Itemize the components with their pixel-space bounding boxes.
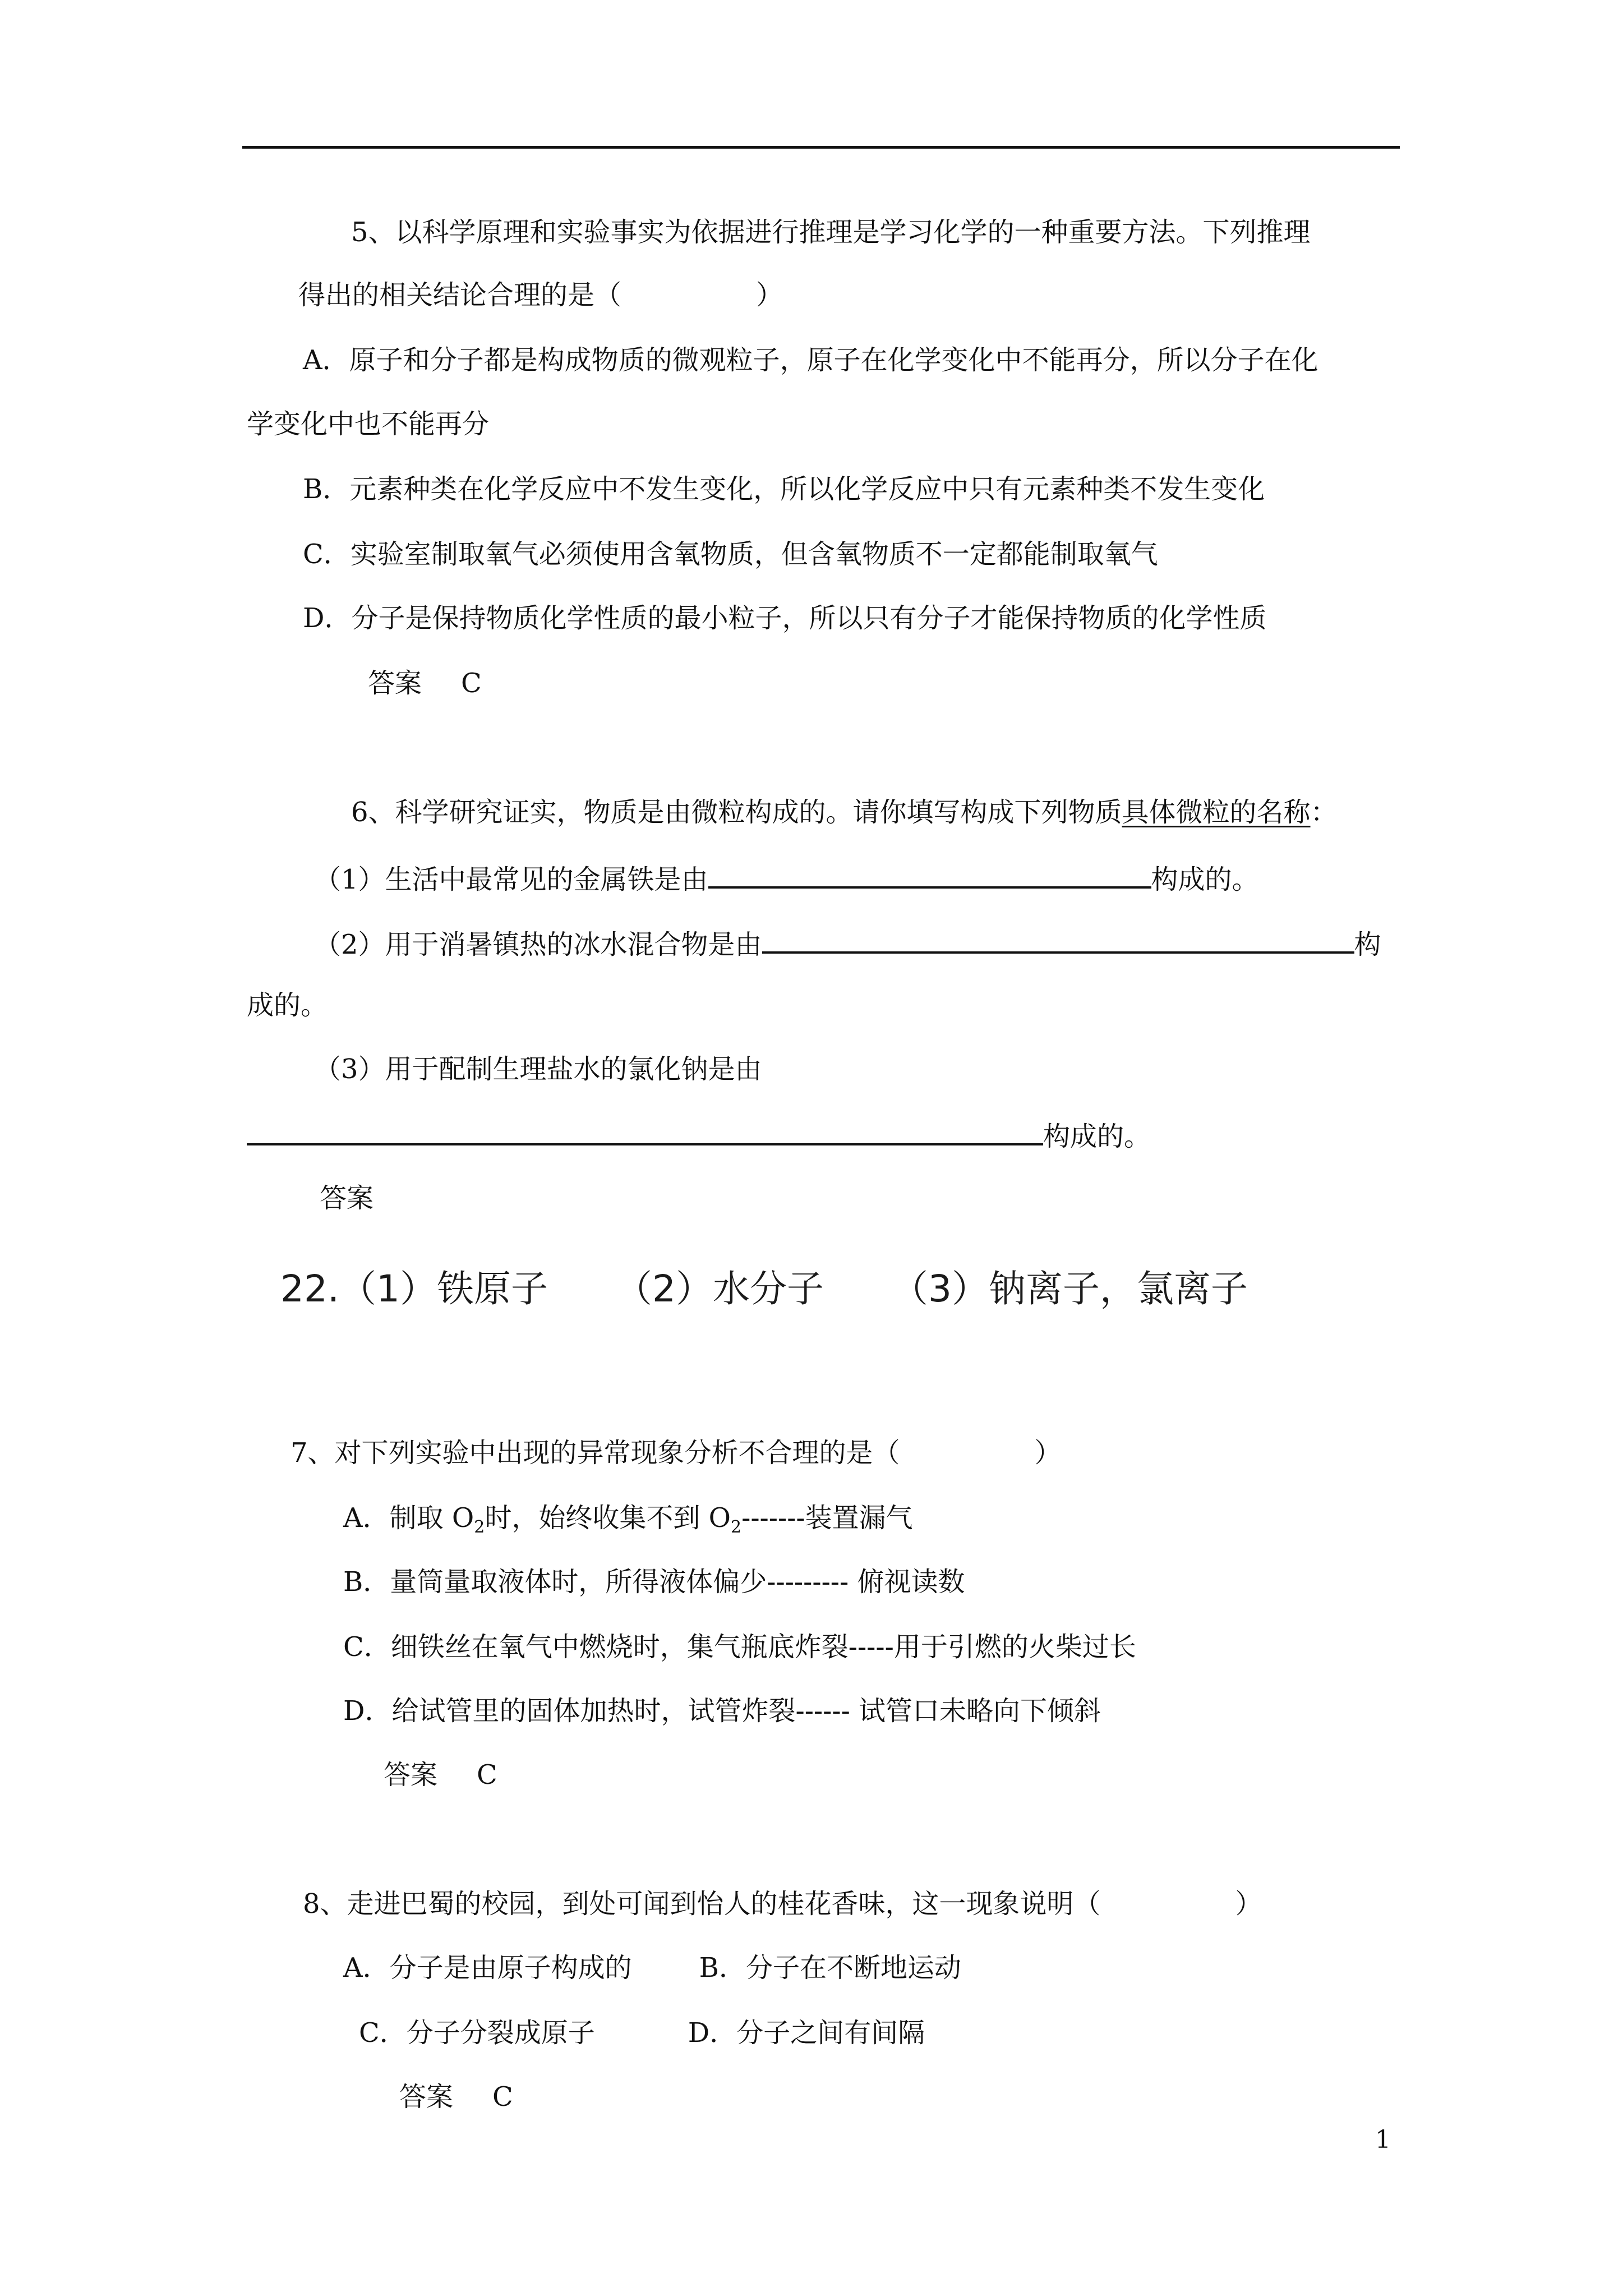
q7-option-a-mid: 时，始终收集不到 O <box>485 1502 731 1534</box>
q5-stem-line1: 5、以科学原理和实验事实为依据进行推理是学习化学的一种重要方法。下列推理 <box>351 217 1311 248</box>
q6-stem-suffix: ： <box>1310 797 1338 828</box>
q8-option-c: C．分子分裂成原子 <box>359 2017 595 2049</box>
q7-option-a-suffix: -------装置漏气 <box>741 1502 913 1534</box>
q6-stem <box>351 795 1338 829</box>
q5-option-a-line1: A．原子和分子都是构成物质的微观粒子，原子在化学变化中不能再分，所以分子在化 <box>303 344 1318 376</box>
q6-part2 <box>314 924 1381 961</box>
q6-part1-blank[interactable] <box>708 859 1151 889</box>
q6-answer-label: 答案 <box>320 1182 374 1214</box>
q8-option-b: B．分子在不断地运动 <box>699 1952 961 1984</box>
q5-answer-label: 答案 <box>368 668 422 699</box>
q5-option-c: C．实验室制取氧气必须使用含氧物质，但含氧物质不一定都能制取氧气 <box>303 539 1158 570</box>
q6-answer-1: （1）铁原子 <box>339 1267 548 1310</box>
q5-answer-value: C <box>461 668 482 699</box>
q6-part3-prefix: （3）用于配制生理盐水的氯化钠是由 <box>314 1053 762 1085</box>
q6-part1 <box>314 859 1259 896</box>
q7-stem: 7、对下列实验中出现的异常现象分析不合理的是（ ） <box>291 1437 1062 1469</box>
q7-option-c: C．细铁丝在氧气中燃烧时，集气瓶底炸裂-----用于引燃的火柴过长 <box>343 1631 1136 1663</box>
q6-answer-text <box>280 1267 1248 1312</box>
q6-part3-line2 <box>247 1116 1151 1153</box>
q5-option-a-line2: 学变化中也不能再分 <box>247 408 490 440</box>
q6-stem-underlined: 具体微粒的名称 <box>1122 797 1311 828</box>
q7-option-a <box>343 1501 913 1535</box>
q8-answer <box>399 2080 513 2114</box>
q6-part3-blank[interactable] <box>247 1116 1043 1145</box>
q7-answer-label: 答案 <box>384 1759 438 1791</box>
q5-stem-line2: 得出的相关结论合理的是（ ） <box>298 279 783 311</box>
q6-part2-blank[interactable] <box>762 924 1354 954</box>
q8-answer-value: C <box>492 2081 513 2113</box>
q7-option-a-sub1: 2 <box>474 1517 485 1537</box>
q6-answer-2: （2）水分子 <box>615 1267 824 1310</box>
q8-stem: 8、走进巴蜀的校园，到处可闻到怡人的桂花香味，这一现象说明（ ） <box>303 1888 1262 1920</box>
q8-options-ab <box>343 1951 961 1985</box>
q7-option-d: D．给试管里的固体加热时，试管炸裂------ 试管口未略向下倾斜 <box>343 1695 1101 1727</box>
q6-answer-3: （3）钠离子，氯离子 <box>891 1267 1248 1310</box>
q7-answer-value: C <box>477 1759 497 1791</box>
q8-option-d: D．分子之间有间隔 <box>688 2017 925 2049</box>
q5-answer <box>368 666 482 700</box>
q6-stem-prefix: 6、科学研究证实，物质是由微粒构成的。请你填写构成下列物质 <box>351 797 1122 828</box>
q8-answer-label: 答案 <box>399 2081 454 2113</box>
q7-answer <box>384 1758 497 1792</box>
q6-part1-prefix: （1）生活中最常见的金属铁是由 <box>314 864 708 895</box>
q6-part2-suffix: 构 <box>1354 929 1381 960</box>
q6-answer-num: 22. <box>280 1267 339 1310</box>
q6-part1-suffix: 构成的。 <box>1151 864 1259 895</box>
q8-option-a: A．分子是由原子构成的 <box>343 1952 632 1984</box>
header-rule <box>242 146 1400 149</box>
q5-option-b: B．元素种类在化学反应中不发生变化，所以化学反应中只有元素种类不发生变化 <box>303 473 1265 505</box>
q7-option-b: B．量筒量取液体时，所得液体偏少--------- 俯视读数 <box>343 1566 965 1598</box>
q5-option-d: D．分子是保持物质化学性质的最小粒子，所以只有分子才能保持物质的化学性质 <box>303 602 1267 634</box>
q6-part3-suffix: 构成的。 <box>1043 1121 1151 1152</box>
q7-option-a-prefix: A．制取 O <box>343 1502 474 1534</box>
q6-part2-line2: 成的。 <box>247 990 328 1021</box>
q6-part2-prefix: （2）用于消暑镇热的冰水混合物是由 <box>314 929 762 960</box>
q7-option-a-sub2: 2 <box>731 1517 742 1537</box>
q8-options-cd <box>359 2016 925 2050</box>
page-number: 1 <box>1375 2125 1391 2154</box>
